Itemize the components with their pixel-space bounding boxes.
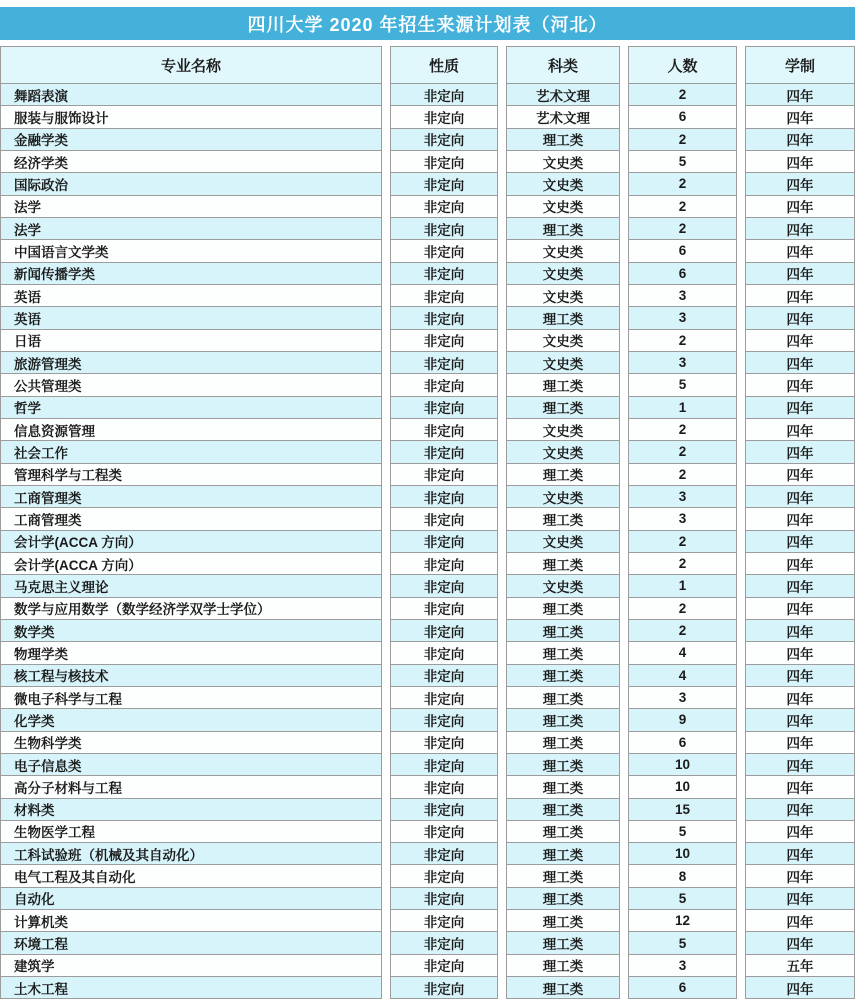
cell-category: 理工类 [506, 799, 620, 821]
cell-nature: 非定向 [390, 240, 498, 262]
cell-category: 文史类 [506, 196, 620, 218]
cell-category: 文史类 [506, 263, 620, 285]
cell-count: 4 [628, 642, 737, 664]
cell-nature: 非定向 [390, 352, 498, 374]
cell-major: 核工程与核技术 [0, 665, 382, 687]
cell-major: 管理科学与工程类 [0, 464, 382, 486]
cell-count: 2 [628, 553, 737, 575]
cell-count: 3 [628, 352, 737, 374]
cell-category: 理工类 [506, 598, 620, 620]
cell-category: 文史类 [506, 419, 620, 441]
cell-duration: 四年 [745, 665, 855, 687]
cell-category: 理工类 [506, 620, 620, 642]
cell-major: 数学与应用数学（数学经济学双学士学位） [0, 598, 382, 620]
cell-category: 理工类 [506, 508, 620, 530]
cell-major: 电气工程及其自动化 [0, 865, 382, 887]
cell-major: 材料类 [0, 799, 382, 821]
cell-count: 9 [628, 709, 737, 731]
cell-nature: 非定向 [390, 642, 498, 664]
cell-major: 工商管理类 [0, 486, 382, 508]
cell-category: 文史类 [506, 173, 620, 195]
cell-nature: 非定向 [390, 776, 498, 798]
cell-nature: 非定向 [390, 173, 498, 195]
cell-nature: 非定向 [390, 330, 498, 352]
cell-major: 公共管理类 [0, 374, 382, 396]
cell-duration: 四年 [745, 732, 855, 754]
cell-count: 2 [628, 173, 737, 195]
cell-duration: 四年 [745, 799, 855, 821]
cell-major: 会计学(ACCA 方向） [0, 553, 382, 575]
cell-nature: 非定向 [390, 397, 498, 419]
cell-nature: 非定向 [390, 932, 498, 954]
cell-duration: 四年 [745, 531, 855, 553]
cell-major: 舞蹈表演 [0, 84, 382, 106]
cell-count: 3 [628, 955, 737, 977]
cell-major: 法学 [0, 196, 382, 218]
cell-nature: 非定向 [390, 486, 498, 508]
cell-count: 10 [628, 754, 737, 776]
cell-count: 6 [628, 732, 737, 754]
cell-major: 生物科学类 [0, 732, 382, 754]
table-title-bar [0, 7, 855, 40]
cell-nature: 非定向 [390, 687, 498, 709]
cell-category: 理工类 [506, 754, 620, 776]
cell-nature: 非定向 [390, 732, 498, 754]
cell-count: 3 [628, 486, 737, 508]
cell-duration: 四年 [745, 776, 855, 798]
cell-category: 文史类 [506, 240, 620, 262]
cell-count: 2 [628, 84, 737, 106]
cell-nature: 非定向 [390, 531, 498, 553]
cell-nature: 非定向 [390, 620, 498, 642]
cell-category: 文史类 [506, 575, 620, 597]
cell-count: 2 [628, 129, 737, 151]
cell-nature: 非定向 [390, 553, 498, 575]
cell-category: 文史类 [506, 352, 620, 374]
cell-major: 自动化 [0, 888, 382, 910]
cell-major: 数学类 [0, 620, 382, 642]
cell-nature: 非定向 [390, 508, 498, 530]
cell-count: 3 [628, 687, 737, 709]
cell-category: 文史类 [506, 486, 620, 508]
cell-nature: 非定向 [390, 374, 498, 396]
cell-count: 5 [628, 374, 737, 396]
cell-duration: 四年 [745, 330, 855, 352]
cell-major: 电子信息类 [0, 754, 382, 776]
cell-major: 高分子材料与工程 [0, 776, 382, 798]
cell-count: 2 [628, 464, 737, 486]
cell-major: 服装与服饰设计 [0, 106, 382, 128]
cell-major: 马克思主义理论 [0, 575, 382, 597]
cell-major: 计算机类 [0, 910, 382, 932]
cell-category: 理工类 [506, 687, 620, 709]
cell-nature: 非定向 [390, 977, 498, 999]
cell-major: 工科试验班（机械及其自动化） [0, 843, 382, 865]
cell-category: 理工类 [506, 732, 620, 754]
plan-table [0, 46, 855, 999]
cell-major: 旅游管理类 [0, 352, 382, 374]
cell-duration: 四年 [745, 263, 855, 285]
cell-duration: 四年 [745, 352, 855, 374]
cell-category: 理工类 [506, 776, 620, 798]
cell-count: 5 [628, 888, 737, 910]
cell-major: 土木工程 [0, 977, 382, 999]
cell-duration: 四年 [745, 285, 855, 307]
cell-duration: 四年 [745, 397, 855, 419]
cell-count: 2 [628, 441, 737, 463]
cell-major: 日语 [0, 330, 382, 352]
cell-count: 2 [628, 620, 737, 642]
cell-duration: 四年 [745, 620, 855, 642]
cell-count: 5 [628, 932, 737, 954]
cell-nature: 非定向 [390, 888, 498, 910]
cell-nature: 非定向 [390, 84, 498, 106]
cell-category: 理工类 [506, 307, 620, 329]
cell-nature: 非定向 [390, 129, 498, 151]
cell-count: 10 [628, 843, 737, 865]
cell-duration: 四年 [745, 575, 855, 597]
cell-major: 会计学(ACCA 方向） [0, 531, 382, 553]
cell-major: 经济学类 [0, 151, 382, 173]
column-header-major: 专业名称 [0, 46, 382, 84]
cell-category: 理工类 [506, 553, 620, 575]
cell-nature: 非定向 [390, 106, 498, 128]
cell-count: 2 [628, 330, 737, 352]
cell-major: 微电子科学与工程 [0, 687, 382, 709]
cell-category: 理工类 [506, 665, 620, 687]
cell-nature: 非定向 [390, 151, 498, 173]
cell-nature: 非定向 [390, 821, 498, 843]
cell-count: 4 [628, 665, 737, 687]
cell-nature: 非定向 [390, 263, 498, 285]
cell-major: 生物医学工程 [0, 821, 382, 843]
cell-major: 环境工程 [0, 932, 382, 954]
cell-duration: 四年 [745, 508, 855, 530]
cell-count: 10 [628, 776, 737, 798]
cell-nature: 非定向 [390, 218, 498, 240]
cell-count: 15 [628, 799, 737, 821]
cell-duration: 四年 [745, 441, 855, 463]
cell-nature: 非定向 [390, 754, 498, 776]
cell-duration: 四年 [745, 196, 855, 218]
cell-count: 8 [628, 865, 737, 887]
cell-duration: 四年 [745, 598, 855, 620]
cell-category: 理工类 [506, 865, 620, 887]
cell-duration: 四年 [745, 642, 855, 664]
cell-category: 理工类 [506, 955, 620, 977]
cell-nature: 非定向 [390, 799, 498, 821]
cell-major: 法学 [0, 218, 382, 240]
column-header-nature: 性质 [390, 46, 498, 84]
cell-count: 3 [628, 307, 737, 329]
cell-category: 艺术文理 [506, 84, 620, 106]
cell-duration: 四年 [745, 932, 855, 954]
column-header-duration: 学制 [745, 46, 855, 84]
cell-count: 5 [628, 151, 737, 173]
cell-category: 文史类 [506, 285, 620, 307]
cell-nature: 非定向 [390, 598, 498, 620]
cell-duration: 四年 [745, 218, 855, 240]
cell-count: 2 [628, 598, 737, 620]
cell-major: 英语 [0, 285, 382, 307]
cell-major: 社会工作 [0, 441, 382, 463]
cell-count: 1 [628, 397, 737, 419]
cell-category: 理工类 [506, 977, 620, 999]
cell-major: 中国语言文学类 [0, 240, 382, 262]
cell-duration: 四年 [745, 888, 855, 910]
cell-duration: 四年 [745, 419, 855, 441]
cell-count: 3 [628, 508, 737, 530]
cell-duration: 四年 [745, 307, 855, 329]
cell-nature: 非定向 [390, 464, 498, 486]
table-title: 四川大学 2020 年招生来源计划表（河北） [247, 14, 608, 35]
cell-nature: 非定向 [390, 910, 498, 932]
cell-count: 2 [628, 531, 737, 553]
cell-duration: 四年 [745, 173, 855, 195]
cell-nature: 非定向 [390, 575, 498, 597]
cell-category: 理工类 [506, 910, 620, 932]
cell-duration: 四年 [745, 553, 855, 575]
cell-category: 理工类 [506, 374, 620, 396]
cell-category: 文史类 [506, 330, 620, 352]
cell-category: 文史类 [506, 441, 620, 463]
cell-category: 理工类 [506, 129, 620, 151]
cell-nature: 非定向 [390, 843, 498, 865]
cell-major: 英语 [0, 307, 382, 329]
cell-major: 建筑学 [0, 955, 382, 977]
cell-nature: 非定向 [390, 285, 498, 307]
cell-count: 6 [628, 977, 737, 999]
cell-major: 化学类 [0, 709, 382, 731]
cell-count: 6 [628, 240, 737, 262]
cell-count: 6 [628, 263, 737, 285]
cell-category: 理工类 [506, 397, 620, 419]
cell-duration: 四年 [745, 240, 855, 262]
cell-category: 理工类 [506, 218, 620, 240]
cell-duration: 四年 [745, 709, 855, 731]
cell-major: 物理学类 [0, 642, 382, 664]
cell-duration: 四年 [745, 865, 855, 887]
cell-count: 3 [628, 285, 737, 307]
cell-major: 工商管理类 [0, 508, 382, 530]
cell-duration: 四年 [745, 84, 855, 106]
cell-count: 2 [628, 218, 737, 240]
cell-duration: 四年 [745, 151, 855, 173]
cell-category: 理工类 [506, 464, 620, 486]
cell-count: 5 [628, 821, 737, 843]
cell-major: 新闻传播学类 [0, 263, 382, 285]
cell-duration: 四年 [745, 821, 855, 843]
cell-duration: 四年 [745, 754, 855, 776]
cell-duration: 四年 [745, 486, 855, 508]
cell-duration: 四年 [745, 977, 855, 999]
cell-nature: 非定向 [390, 865, 498, 887]
cell-count: 12 [628, 910, 737, 932]
cell-nature: 非定向 [390, 665, 498, 687]
column-header-count: 人数 [628, 46, 737, 84]
cell-nature: 非定向 [390, 307, 498, 329]
cell-major: 信息资源管理 [0, 419, 382, 441]
cell-count: 6 [628, 106, 737, 128]
cell-nature: 非定向 [390, 441, 498, 463]
cell-category: 理工类 [506, 843, 620, 865]
cell-major: 金融学类 [0, 129, 382, 151]
cell-duration: 四年 [745, 464, 855, 486]
cell-duration: 四年 [745, 687, 855, 709]
cell-major: 国际政治 [0, 173, 382, 195]
cell-count: 1 [628, 575, 737, 597]
cell-count: 2 [628, 196, 737, 218]
column-header-category: 科类 [506, 46, 620, 84]
cell-category: 理工类 [506, 821, 620, 843]
cell-nature: 非定向 [390, 955, 498, 977]
cell-nature: 非定向 [390, 419, 498, 441]
cell-category: 理工类 [506, 709, 620, 731]
cell-duration: 四年 [745, 843, 855, 865]
cell-category: 理工类 [506, 888, 620, 910]
cell-category: 艺术文理 [506, 106, 620, 128]
cell-nature: 非定向 [390, 709, 498, 731]
cell-duration: 四年 [745, 374, 855, 396]
cell-duration: 四年 [745, 106, 855, 128]
cell-major: 哲学 [0, 397, 382, 419]
cell-count: 2 [628, 419, 737, 441]
cell-nature: 非定向 [390, 196, 498, 218]
cell-duration: 五年 [745, 955, 855, 977]
cell-category: 文史类 [506, 151, 620, 173]
cell-category: 理工类 [506, 642, 620, 664]
cell-duration: 四年 [745, 910, 855, 932]
cell-category: 理工类 [506, 932, 620, 954]
cell-duration: 四年 [745, 129, 855, 151]
cell-category: 文史类 [506, 531, 620, 553]
